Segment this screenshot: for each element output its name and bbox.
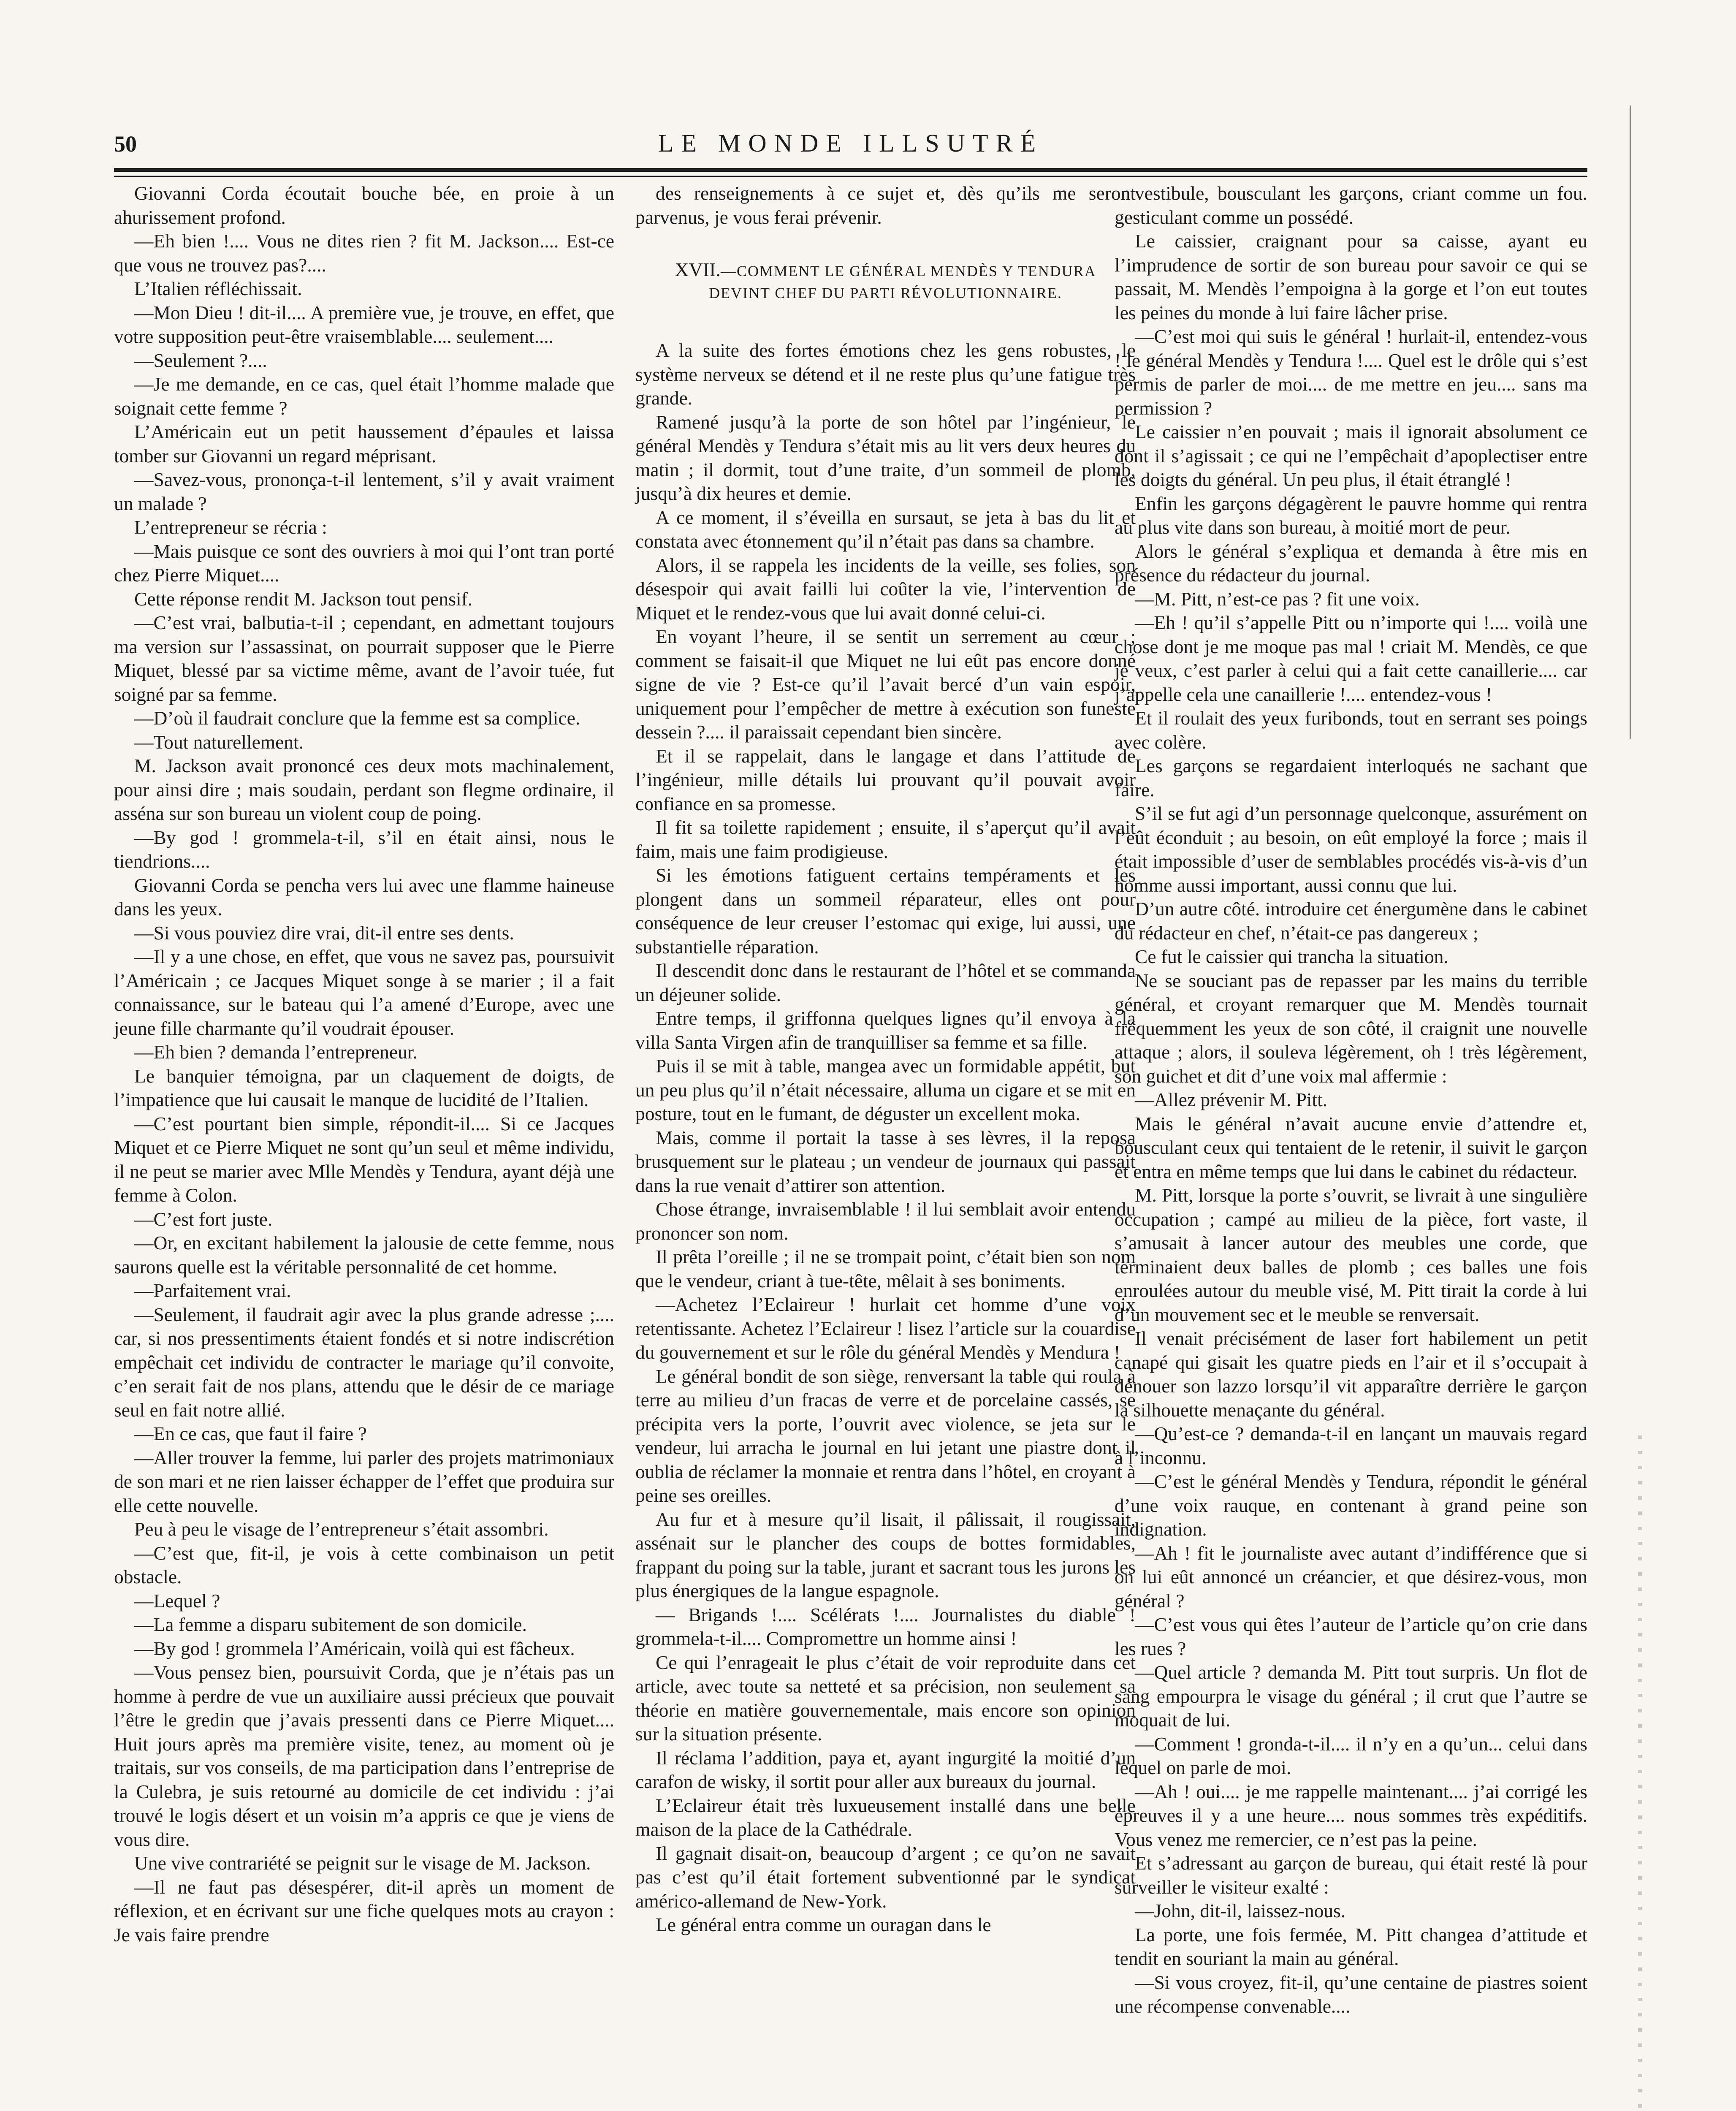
paragraph: Ce fut le caissier qui trancha la situation. [1135, 946, 1448, 967]
paragraph: —C’est vrai, balbutia-t-il ; cependant, en admettant toujours ma version sur l’assassinat, on pourrait supposer que le Pierre Miquet, blessé par sa victime même, avant de l’avoir tuée, fut soigné par sa femme. [114, 612, 614, 705]
margin-line [1630, 106, 1631, 739]
paragraph: —Ah ! oui.... je me rappelle maintenant.... j’ai corrigé les épreuves il y a une heure.... nous sommes très expéditifs. Vous venez me remercier, ce n’est pas la peine. [1115, 1780, 1587, 1850]
paragraph: Enfin les garçons dégagèrent le pauvre homme qui rentra au plus vite dans son bureau, à moitié mort de peur. [1115, 492, 1587, 538]
paragraph: Alors le général s’expliqua et demanda à être mis en présence du rédacteur du journal. [1115, 540, 1587, 586]
page-header [114, 127, 1587, 173]
paragraph: Mais le général n’avait aucune envie d’attendre et, bousculant ceux qui tentaient de le retenir, il suivit le garçon et entra en même temps que lui dans le cabinet du rédacteur. [1115, 1112, 1587, 1182]
paragraph: —By god ! grommela l’Américain, voilà qui est fâcheux. [134, 1637, 575, 1659]
paragraph: M. Jackson avait prononcé ces deux mots machinalement, pour ainsi dire ; mais soudain, perdant son flegme ordinaire, il asséna sur son bureau un violent coup de poing. [114, 755, 614, 824]
paragraph: —Quel article ? demanda M. Pitt tout surpris. Un flot de sang empourpra le visage du général ; il crut que l’autre se moquait de lui. [1115, 1661, 1587, 1731]
paragraph: Le caissier, craignant pour sa caisse, ayant eu l’imprudence de sortir de son bureau pour savoir ce qui se passait, M. Mendès l’empoigna à la gorge et l’on eut toutes les peines du monde à lui faire lâcher prise. [1115, 230, 1587, 323]
section-title-line-1: —COMMENT LE GÉNÉRAL MENDÈS Y TENDURA [720, 263, 1096, 279]
paragraph: L’Italien réfléchissait. [134, 278, 302, 299]
paragraph: Mais, comme il portait la tasse à ses lèvres, il la reposa brusquement sur le plateau ; un vendeur de journaux qui passait dans la rue venait d’attirer son attention. [635, 1126, 1136, 1196]
paragraph: —Seulement ?.... [134, 349, 267, 371]
paragraph: —D’où il faudrait conclure que la femme est sa complice. [134, 707, 580, 729]
paragraph: Ce qui l’enrageait le plus c’était de voir reproduite dans cet article, avec toute sa netteté et sa précision, non seulement sa théorie en matière gouvernementale, mais encore son opinion sur la situation présente. [635, 1651, 1136, 1745]
paragraph: —By god ! grommela-t-il, s’il en était ainsi, nous le tiendrions.... [114, 826, 614, 872]
paragraph: —En ce cas, que faut il faire ? [134, 1423, 367, 1444]
paragraph: Ne se souciant pas de repasser par les mains du terrible général, et croyant remarquer que M. Mendès tournait fréquemment les yeux de son côté, il craignit une nouvelle attaque ; alors, il souleva légèrement, oh ! très légèrement, son guichet et dit d’une voix mal affermie : [1115, 969, 1587, 1087]
paragraph: Il fit sa toilette rapidement ; ensuite, il s’aperçut qu’il avait faim, mais une faim prodigieuse. [635, 817, 1136, 862]
paragraph: —Lequel ? [134, 1590, 220, 1612]
page-number: 50 [114, 131, 137, 157]
paragraph: —Comment ! gronda-t-il.... il n’y en a qu’un... celui dans lequel on parle de moi. [1115, 1733, 1587, 1778]
paragraph: Peu à peu le visage de l’entrepreneur s’était assombri. [134, 1518, 549, 1540]
paragraph: —Allez prévenir M. Pitt. [1135, 1089, 1328, 1110]
paragraph: Il venait précisément de laser fort habilement un petit canapé qui gisait les quatre pieds en l’air et il s’occupait à dénouer son lazzo lorsqu’il vit apparaître derrière le garçon la silhouette menaçante du général. [1115, 1327, 1587, 1421]
column-3 [1115, 182, 1587, 2019]
paragraph: —M. Pitt, n’est-ce pas ? fit une voix. [1135, 588, 1420, 610]
paragraph: —Eh bien ? demanda l’entrepreneur. [134, 1041, 418, 1063]
paragraph: L’Eclaireur était très luxueusement installé dans une belle maison de la place de la Cathédrale. [635, 1794, 1136, 1840]
paragraph: Le caissier n’en pouvait ; mais il ignorait absolument ce dont il s’agissait ; ce qui ne l’empêchait d’apoplectiser entre les doigts du général. Un peu plus, il était étranglé ! [1115, 421, 1587, 490]
paragraph: Et il se rappelait, dans le langage et dans l’attitude de l’ingénieur, mille détails lui prouvant qu’il pouvait avoir confiance en sa promesse. [635, 745, 1136, 814]
paragraph: —C’est fort juste. [134, 1208, 273, 1230]
paragraph: En voyant l’heure, il se sentit un serrement au cœur ; comment se faisait-il que Miquet ne lui eût pas encore donné signe de vie ? Est-ce qu’il l’avait bercé d’un vain espoir, uniquement pour l’empêcher de mettre à exécution son funeste dessein ?.... il paraissait cependant bien sincère. [635, 626, 1136, 743]
paragraph: Les garçons se regardaient interloqués ne sachant que faire. [1115, 755, 1587, 800]
paragraph: —C’est que, fit-il, je vois à cette combinaison un petit obstacle. [114, 1542, 614, 1587]
paragraph: Il descendit donc dans le restaurant de l’hôtel et se commanda un déjeuner solide. [635, 960, 1136, 1005]
paragraph: Et s’adressant au garçon de bureau, qui était resté là pour surveiller le visiteur exalté : [1115, 1852, 1587, 1898]
paragraph: —Il ne faut pas désespérer, dit-il après un moment de réflexion, et en écrivant sur une fiche quelques mots au crayon : Je vais faire prendre [114, 1876, 614, 1945]
paragraph: —Ah ! fit le journaliste avec autant d’indifférence que si on lui eût annoncé un créancier, et que désirez-vous, mon général ? [1115, 1542, 1587, 1612]
section-title [635, 259, 1136, 304]
paragraph: —Vous pensez bien, poursuivit Corda, que je n’étais pas un homme à perdre de vue un auxiliaire aussi précieux que pouvait l’être le gredin que j’avais pressenti dans ce Pierre Miquet.... Huit jours après ma première visite, tenez, au moment où je traitais, sur vos conseils, de ma participation dans l’entreprise de la Culebra, je suis retourné au domicile de cet individu : j’ai trouvé le logis désert et un voisin m’a appris ce que je viens de vous dire. [114, 1661, 614, 1850]
paragraph: L’entrepreneur se récria : [134, 516, 327, 538]
column-1 [114, 182, 614, 1947]
paragraph: —Aller trouver la femme, lui parler des projets matrimoniaux de son mari et ne rien laisser échapper de l’effet que produira sur elle cette nouvelle. [114, 1446, 614, 1516]
paragraph: A la suite des fortes émotions chez les gens robustes, le système nerveux se détend et il ne reste plus qu’une fatigue très grande. [635, 339, 1136, 409]
paragraph: —Il y a une chose, en effet, que vous ne savez pas, poursuivit l’Américain ; ce Jacques Miquet songe à se marier ; il a fait connaissance, sur le bateau qui l’a amené d’Europe, avec une jeune fille charmante qu’il voudrait épouser. [114, 946, 614, 1039]
paragraph: Il prêta l’oreille ; il ne se trompait point, c’était bien son nom que le vendeur, criant à tue-tête, mêlait à ses boniments. [635, 1246, 1136, 1292]
margin-speckle [1638, 1435, 1642, 2111]
paragraph: des renseignements à ce sujet et, dès qu’ils me seront parvenus, je vous ferai prévenir. [635, 182, 1136, 228]
paragraph: Il gagnait disait-on, beaucoup d’argent ; ce qu’on ne savait pas c’est qu’il était fortement subventionné par le syndicat américo-allemand de New-York. [635, 1842, 1136, 1912]
paragraph: Le général bondit de son siège, renversant la table qui roula à terre au milieu d’un fracas de verre et de porcelaine cassés, se précipita vers la porte, l’ouvrit avec violence, se jeta sur le vendeur, lui arracha le journal en lui jetant une piastre dont il oublia de réclamer la monnaie et rentra dans l’hôtel, en croyant à peine ses oreilles. [635, 1365, 1136, 1506]
header-rule-thick [114, 168, 1587, 172]
paragraph: A ce moment, il s’éveilla en sursaut, se jeta à bas du lit et constata avec étonnement qu’il n’était pas dans sa chambre. [635, 506, 1136, 552]
paragraph: —Je me demande, en ce cas, quel était l’homme malade que soignait cette femme ? [114, 373, 614, 419]
paragraph: L’Américain eut un petit haussement d’épaules et laissa tomber sur Giovanni un regard méprisant. [114, 421, 614, 467]
paragraph: Il réclama l’addition, paya et, ayant ingurgité la moitié d’un carafon de wisky, il sortit pour aller aux bureaux du journal. [635, 1747, 1136, 1792]
section-number: XVII. [675, 259, 721, 280]
paragraph: Ramené jusqu’à la porte de son hôtel par l’ingénieur, le général Mendès y Tendura s’était mis au lit vers deux heures du matin ; il dormit, tout d’une traite, d’un sommeil de plomb, jusqu’à dix heures et demie. [635, 411, 1136, 504]
paragraph: —Mon Dieu ! dit-il.... A première vue, je trouve, en effet, que votre supposition peut-être vraisemblable.... seulement.... [114, 301, 614, 347]
paragraph: Giovanni Corda écoutait bouche bée, en proie à un ahurissement profond. [114, 182, 614, 228]
paragraph: Et il roulait des yeux furibonds, tout en serrant ses poings avec colère. [1115, 707, 1587, 753]
paragraph: —Si vous croyez, fit-il, qu’une centaine de piastres soient une récompense convenable.... [1115, 1971, 1587, 2017]
paragraph: —Savez-vous, prononça-t-il lentement, s’il y avait vraiment un malade ? [114, 469, 614, 514]
masthead: LE MONDE ILLSUTRÉ [658, 129, 1044, 157]
paragraph: —Seulement, il faudrait agir avec la plus grande adresse ;.... car, si nos pressentiments étaient fondés et si notre indiscrétion empêchait cet individu de contracter le mariage qu’il convoite, c’en serait fait de nos plans, attendu que le désir de ce mariage seul en fait notre allié. [114, 1303, 614, 1421]
paragraph: —Parfaitement vrai. [134, 1280, 291, 1301]
paragraph: Cette réponse rendit M. Jackson tout pensif. [134, 588, 473, 610]
section-title-line-2: DEVINT CHEF DU PARTI RÉVOLUTIONNAIRE. [709, 285, 1062, 301]
paragraph: —C’est vous qui êtes l’auteur de l’article qu’on crie dans les rues ? [1115, 1614, 1587, 1659]
paragraph: —Qu’est-ce ? demanda-t-il en lançant un mauvais regard à l’inconnu. [1115, 1423, 1587, 1468]
paragraph: —La femme a disparu subitement de son domicile. [134, 1614, 527, 1635]
paragraph: —Achetez l’Eclaireur ! hurlait cet homme d’une voix retentissante. Achetez l’Eclaireur ! lisez l’article sur la couardise du gouvernement et sur le rôle du général Mendès y Mendura ! [635, 1294, 1136, 1363]
paragraph: —Or, en excitant habilement la jalousie de cette femme, nous saurons quelle est la véritable personnalité de cet homme. [114, 1232, 614, 1278]
paragraph: Une vive contrariété se peignit sur le visage de M. Jackson. [134, 1852, 591, 1874]
paragraph: —C’est moi qui suis le général ! hurlait-il, entendez-vous ! le général Mendès y Tendura !.... Quel est le drôle qui s’est permis de parler de moi.... de me mettre en jeu.... sans ma permission ? [1115, 326, 1587, 419]
paragraph: Puis il se mit à table, mangea avec un formidable appétit, but un peu plus qu’il n’était nécessaire, alluma un cigare et se mit en posture, tout en le fumant, de déguster un excellent moka. [635, 1055, 1136, 1124]
paragraph: Si les émotions fatiguent certains tempéraments et les plongent dans un sommeil réparateur, elles ont pour conséquence de leur creuser l’estomac qui exige, lui aussi, une substantielle réparation. [635, 864, 1136, 958]
paragraph: — Brigands !.... Scélérats !.... Journalistes du diable ! grommela-t-il.... Compromettre un homme ainsi ! [635, 1604, 1136, 1649]
paragraph: —C’est le général Mendès y Tendura, répondit le général d’une voix rauque, en contenant à grand peine son indignation. [1115, 1471, 1587, 1540]
paragraph: —Si vous pouviez dire vrai, dit-il entre ses dents. [134, 922, 514, 944]
paragraph: Le banquier témoigna, par un claquement de doigts, de l’impatience que lui causait le manque de lucidité de l’Italien. [114, 1065, 614, 1110]
paragraph: Le général entra comme un ouragan dans le [656, 1914, 991, 1935]
paragraph: Au fur et à mesure qu’il lisait, il pâlissait, il rougissait, assénait sur le plancher des coups de bottes formidables, frappant du poing sur la table, jurant et sacrant tous les jurons les plus énergiques de la langue espagnole. [635, 1508, 1136, 1601]
paragraph: —Tout naturellement. [134, 731, 304, 753]
paragraph: vestibule, bousculant les garçons, criant comme un fou. gesticulant comme un possédé. [1115, 182, 1587, 228]
paragraph: D’un autre côté. introduire cet énergumène dans le cabinet du rédacteur en chef, n’était-ce pas dangereux ; [1115, 898, 1587, 944]
column-2 [635, 182, 1136, 1937]
paragraph: Giovanni Corda se pencha vers lui avec une flamme haineuse dans les yeux. [114, 874, 614, 920]
header-rule-thin [114, 176, 1587, 177]
paragraph: S’il se fut agi d’un personnage quelconque, assurément on l’eût éconduit ; au besoin, on eût employé la force ; mais il était impossible d’user de semblables procédés vis-à-vis d’un homme aussi important, aussi connu que lui. [1115, 803, 1587, 896]
paragraph: —John, dit-il, laissez-nous. [1135, 1900, 1346, 1921]
paragraph: —Mais puisque ce sont des ouvriers à moi qui l’ont tran porté chez Pierre Miquet.... [114, 540, 614, 586]
paragraph: M. Pitt, lorsque la porte s’ouvrit, se livrait à une singulière occupation ; campé au milieu de la pièce, fort vaste, il s’amusait à lancer autour des meubles une corde, que terminaient deux balles de plomb ; ces balles une fois enroulées autour du meuble visé, M. Pitt tirait la corde à lui d’un mouvement sec et le meuble se renversait. [1115, 1184, 1587, 1325]
paragraph: Alors, il se rappela les incidents de la veille, ses folies, son désespoir qui avait failli lui coûter la vie, l’intervention de Miquet et le rendez-vous que lui avait donné celui-ci. [635, 554, 1136, 624]
paragraph: —C’est pourtant bien simple, répondit-il.... Si ce Jacques Miquet et ce Pierre Miquet ne sont qu’un seul et même individu, il ne peut se marier avec Mlle Mendès y Tendura, ayant déjà une femme à Colon. [114, 1112, 614, 1206]
paragraph: La porte, une fois fermée, M. Pitt changea d’attitude et tendit en souriant la main au général. [1115, 1924, 1587, 1969]
paragraph: Chose étrange, invraisemblable ! il lui semblait avoir entendu prononcer son nom. [635, 1198, 1136, 1244]
paragraph: —Eh ! qu’il s’appelle Pitt ou n’importe qui !.... voilà une chose dont je me moque pas mal ! criait M. Mendès, ce que je veux, c’est parler à celui qui a fait cette canaillerie.... car j’appelle cela une canaillerie !.... entendez-vous ! [1115, 612, 1587, 705]
paragraph: —Eh bien !.... Vous ne dites rien ? fit M. Jackson.... Est-ce que vous ne trouvez pas?.... [114, 230, 614, 276]
paragraph: Entre temps, il griffonna quelques lignes qu’il envoya à la villa Santa Virgen afin de tranquilliser sa femme et sa fille. [635, 1007, 1136, 1053]
